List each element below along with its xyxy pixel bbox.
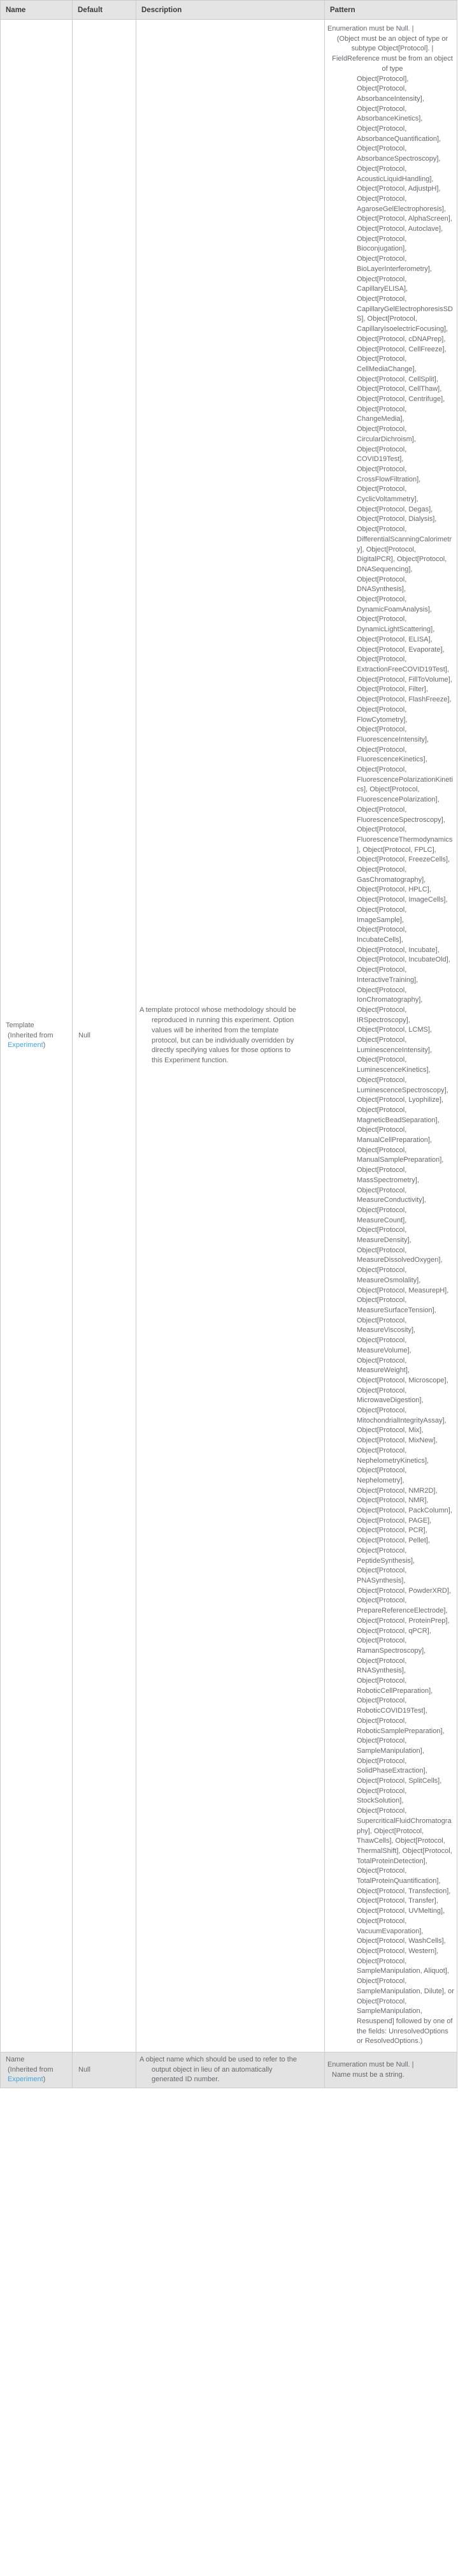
protocol-type: Object[Protocol, CellThaw],	[357, 385, 442, 393]
protocol-type: Object[Protocol, Bioconjugation],	[357, 235, 407, 253]
protocol-type: Object[Protocol, AbsorbanceQuantification],	[357, 125, 441, 143]
protocol-type: Object[Protocol, IncubateOld],	[357, 956, 450, 964]
protocol-type: Object[Protocol, ManualSamplePreparation],	[357, 1146, 444, 1164]
protocol-type: Object[Protocol, MeasureDissolvedOxygen],	[357, 1246, 443, 1264]
protocol-type: Object[Protocol, MitochondrialIntegrityAssay],	[357, 1407, 447, 1424]
protocol-type: Object[Protocol, MeasureDensity],	[357, 1226, 411, 1245]
protocol-type: Object[Protocol, FluorescenceKinetics],	[357, 745, 427, 764]
option-name: Template	[6, 1021, 34, 1029]
protocol-type: Object[Protocol, StockSolution],	[357, 1787, 407, 1805]
protocol-type: Object[Protocol, AlphaScreen],	[357, 215, 452, 223]
protocol-type: Object[Protocol, Transfer],	[357, 1897, 438, 1905]
protocol-type: Object[Protocol, RoboticSamplePreparation],	[357, 1716, 445, 1735]
protocol-type: Object[Protocol, ThawCells],	[357, 1827, 424, 1845]
protocol-type: Object[Protocol, ImageSample],	[357, 905, 407, 924]
protocol-type: Object[Protocol, FreezeCells],	[357, 856, 450, 864]
pattern-cell	[325, 2053, 457, 2088]
description-cell	[136, 20, 325, 2053]
protocol-type: Object[Protocol, RNASynthesis],	[357, 1657, 407, 1675]
protocol-type: Object[Protocol, Degas],	[357, 505, 433, 513]
protocol-type: Object[Protocol, CellFreeze],	[357, 345, 447, 353]
protocol-base-type: Object[Protocol],	[357, 75, 409, 83]
protocol-type: Object[Protocol, IonChromatography],	[357, 986, 423, 1004]
column-header-name: Name	[1, 1, 73, 20]
protocol-type: Object[Protocol, FluorescenceIntensity],	[357, 726, 429, 743]
inherited-from-note	[6, 2065, 71, 2085]
protocol-type: Object[Protocol, RoboticCOVID19Test],	[357, 1697, 427, 1715]
protocol-type: Object[Protocol, MeasureCount],	[357, 1206, 407, 1224]
protocol-type: Object[Protocol, CapillaryGelElectrophoresisSDS],	[357, 295, 454, 323]
protocol-type: Object[Protocol, Transfection],	[357, 1887, 451, 1895]
protocol-type: Object[Protocol, MassSpectrometry],	[357, 1166, 419, 1184]
protocol-type: Object[Protocol, CapillaryELISA],	[357, 275, 408, 293]
protocol-type: Object[Protocol, ProteinPrep],	[357, 1616, 450, 1625]
protocol-type: Object[Protocol, PowderXRD],	[357, 1586, 451, 1595]
column-header-pattern: Pattern	[325, 1, 457, 20]
protocol-type: Object[Protocol, Pellet],	[357, 1537, 430, 1545]
protocol-type: Object[Protocol, FPLC],	[362, 845, 436, 854]
protocol-type: Object[Protocol, LuminescenceIntensity],	[357, 1036, 433, 1054]
protocol-type: Object[Protocol, AbsorbanceKinetics],	[357, 105, 423, 123]
default-value: Null	[73, 2053, 136, 2088]
pattern-protocol-list	[357, 75, 454, 2047]
protocol-type: Object[Protocol, MeasureConductivity],	[357, 1186, 426, 1204]
protocol-type: Object[Protocol, CapillaryIsoelectricFocusing],	[357, 315, 448, 333]
protocol-type: Object[Protocol, IncubateCells],	[357, 926, 407, 944]
protocol-type: Object[Protocol, AgaroseGelElectrophoresis],	[357, 194, 447, 213]
column-header-default: Default	[73, 1, 136, 20]
protocol-type: Object[Protocol, AdjustpH],	[357, 185, 441, 193]
inherited-from-close: )	[43, 1041, 46, 1050]
protocol-type: Object[Protocol, MeasureViscosity],	[357, 1316, 416, 1335]
default-value: Null	[73, 20, 136, 2053]
table-row-name	[1, 2053, 457, 2088]
protocol-type: Object[Protocol, TotalProteinQuantification],	[357, 1867, 441, 1885]
protocol-type: Object[Protocol, PrepareReferenceElectrode],	[357, 1597, 448, 1615]
option-description: A object name which should be used to refer to the output object in lieu of an automatically generated ID number.	[140, 2056, 297, 2084]
protocol-type: Object[Protocol, Evaporate],	[357, 645, 445, 654]
protocol-type: Object[Protocol, Centrifuge],	[357, 395, 445, 404]
protocol-type: Object[Protocol, Lyophilize],	[357, 1096, 443, 1104]
protocol-type: Object[Protocol, FluorescenceThermodynamics],	[357, 826, 453, 854]
protocol-type: Object[Protocol, DNASynthesis],	[357, 575, 407, 594]
protocol-type: Object[Protocol, ManualCellPreparation],	[357, 1126, 433, 1145]
protocol-type: Object[Protocol, PackColumn],	[357, 1507, 452, 1515]
option-name: Name	[6, 2056, 25, 2064]
inherited-from-close: )	[43, 2075, 46, 2084]
protocol-type: Object[Protocol, CrossFlowFiltration],	[357, 465, 421, 483]
protocol-type: Object[Protocol, MeasurepH],	[357, 1286, 449, 1294]
pattern-name-rule: Name must be a string.	[332, 2070, 404, 2079]
protocol-type: Object[Protocol, FluorescenceSpectroscopy],	[357, 805, 445, 824]
protocol-type: Object[Protocol, ELISA],	[357, 635, 433, 643]
protocol-type: Object[Protocol, SolidPhaseExtraction],	[357, 1757, 427, 1775]
protocol-type: Object[Protocol, AbsorbanceIntensity],	[357, 85, 424, 103]
protocol-type: Object[Protocol, LuminescenceSpectroscopy],	[357, 1076, 448, 1094]
protocol-type: Object[Protocol, FluorescencePolarization],	[357, 786, 440, 804]
protocol-type: Object[Protocol, AbsorbanceSpectroscopy],	[357, 145, 441, 163]
protocol-type: Object[Protocol, Mix],	[357, 1426, 424, 1435]
experiment-link[interactable]: Experiment	[8, 2075, 43, 2084]
protocol-type: Object[Protocol, PeptideSynthesis],	[357, 1546, 415, 1565]
protocol-type: Object[Protocol, Western],	[357, 1947, 439, 1955]
pattern-intro: (Object must be an object of type or subtype Object[Protocol]. | FieldReference must be from an object of type	[332, 34, 453, 73]
protocol-type: Object[Protocol, WashCells],	[357, 1937, 446, 1945]
protocol-type: Object[Protocol, SplitCells],	[357, 1777, 442, 1785]
protocol-type: Object[Protocol, NephelometryKinetics],	[357, 1446, 429, 1465]
protocol-type: Object[Protocol, UVMelting],	[357, 1907, 445, 1915]
experiment-link[interactable]: Experiment	[8, 1041, 43, 1050]
protocol-type: Object[Protocol, TotalProteinDetection],	[357, 1847, 452, 1865]
table-header-row	[1, 1, 457, 20]
protocol-type: Object[Protocol, LCMS],	[357, 1026, 432, 1034]
option-description: A template protocol whose methodology should be reproduced in running this experiment. Option values will be inherited from the template protocol, but can be individually overridden by directly specifying values for those options to this Experiment function.	[140, 1006, 296, 1064]
protocol-type: Object[Protocol, NMR],	[357, 1497, 429, 1505]
protocol-type: Object[Protocol, Microscope],	[357, 1376, 448, 1384]
pattern-enumeration-line: Enumeration must be Null. |	[327, 25, 414, 33]
protocol-type: Object[Protocol, LuminescenceKinetics],	[357, 1056, 431, 1074]
protocol-type: Object[Protocol, DifferentialScanningCalorimetry],	[357, 525, 452, 553]
protocol-type: Object[Protocol, BioLayerInterferometry],	[357, 255, 432, 273]
protocol-type: Object[Protocol, ExtractionFreeCOVID19Test],	[357, 655, 449, 673]
protocol-type: Object[Protocol, ChangeMedia],	[357, 405, 407, 423]
protocol-type: Object[Protocol, CellSplit],	[357, 375, 438, 383]
protocol-type: Object[Protocol, Incubate],	[357, 946, 440, 954]
protocol-type: Object[Protocol, RamanSpectroscopy],	[357, 1637, 426, 1655]
protocol-type: Object[Protocol, VacuumEvaporation],	[357, 1917, 424, 1935]
inherited-from-text: (Inherited from	[8, 2065, 54, 2074]
protocol-type: Object[Protocol, MeasureSurfaceTension],	[357, 1296, 436, 1314]
description-cell	[136, 2053, 325, 2088]
protocol-type: Object[Protocol, PAGE],	[357, 1516, 432, 1525]
protocol-type: Object[Protocol, DynamicLightScattering],	[357, 615, 435, 634]
protocol-type: Object[Protocol, Autoclave],	[357, 225, 443, 233]
column-header-description: Description	[136, 1, 325, 20]
protocol-type: Object[Protocol, SampleManipulation],	[357, 1737, 424, 1755]
protocol-type: Object[Protocol, InteractiveTraining],	[357, 966, 419, 984]
protocol-type: Object[Protocol, DNASequencing],	[357, 555, 447, 573]
inherited-from-note	[6, 1031, 71, 1051]
protocol-type: Object[Protocol, ThermalShift],	[357, 1837, 445, 1855]
protocol-type: Object[Protocol, cDNAPrep],	[357, 335, 446, 343]
protocol-type: Object[Protocol, MagneticBeadSeparation],	[357, 1106, 440, 1124]
protocol-type: Object[Protocol, CyclicVoltammetry],	[357, 485, 419, 504]
protocol-type: Object[Protocol, CellMediaChange],	[357, 355, 417, 373]
protocol-type: Object[Protocol, CircularDichroism],	[357, 425, 416, 443]
protocol-type: Object[Protocol, FlowCytometry],	[357, 705, 408, 724]
protocol-type: Object[Protocol, ImageCells],	[357, 896, 448, 904]
protocol-type: Object[Protocol, MicrowaveDigestion],	[357, 1386, 424, 1405]
protocol-type: Object[Protocol, FillToVolume],	[357, 675, 452, 684]
option-name-cell	[1, 2053, 73, 2088]
protocol-type: Object[Protocol, PCR],	[357, 1526, 427, 1535]
option-name-cell	[1, 20, 73, 2053]
protocol-type: Object[Protocol, FlashFreeze],	[357, 696, 452, 704]
protocol-type: Object[Protocol, AcousticLiquidHandling],	[357, 165, 434, 183]
protocol-type: Object[Protocol, Filter],	[357, 685, 428, 694]
inherited-from-text: (Inherited from	[8, 1031, 54, 1039]
protocol-type: Object[Protocol, MeasureOsmolality],	[357, 1266, 421, 1284]
protocol-type: Object[Protocol, PNASynthesis],	[357, 1567, 407, 1584]
protocol-type: Object[Protocol, FluorescencePolarizationKinetics],	[357, 766, 454, 794]
protocol-type: Object[Protocol, MixNew],	[357, 1437, 438, 1445]
protocol-type: Object[Protocol, MeasureVolume],	[357, 1336, 411, 1354]
protocol-type: Object[Protocol, qPCR],	[357, 1627, 431, 1635]
protocol-type: Object[Protocol, NMR2D],	[357, 1486, 438, 1495]
protocol-type: Object[Protocol, Nephelometry],	[357, 1467, 407, 1484]
pattern-cell	[325, 20, 457, 2053]
table-row-template	[1, 20, 457, 2053]
protocol-type: Object[Protocol, SupercriticalFluidChromatography],	[357, 1807, 452, 1835]
protocol-type: Object[Protocol, COVID19Test],	[357, 445, 407, 464]
protocol-type: Object[Protocol, IRSpectroscopy],	[357, 1006, 410, 1024]
pattern-tail: Object[Protocol, SampleManipulation, Aliquot], Object[Protocol, SampleManipulation, Dilute], or Object[Protocol, SampleManipulation, Resuspend] followed by one of the fields: UnresolvedOptions or ResolvedOptions.)	[357, 1957, 454, 2045]
protocol-type: Object[Protocol, GasChromatography],	[357, 866, 426, 884]
protocol-type: Object[Protocol, RoboticCellPreparation],	[357, 1677, 433, 1695]
pattern-enumeration-line: Enumeration must be Null. |	[327, 2060, 414, 2068]
protocol-type: Object[Protocol, HPLC],	[357, 886, 431, 894]
protocol-type: Object[Protocol, DynamicFoamAnalysis],	[357, 596, 432, 613]
protocol-type: Object[Protocol, DigitalPCR],	[357, 545, 416, 564]
protocol-type: Object[Protocol, MeasureWeight],	[357, 1356, 410, 1375]
protocol-type: Object[Protocol, Dialysis],	[357, 515, 437, 523]
